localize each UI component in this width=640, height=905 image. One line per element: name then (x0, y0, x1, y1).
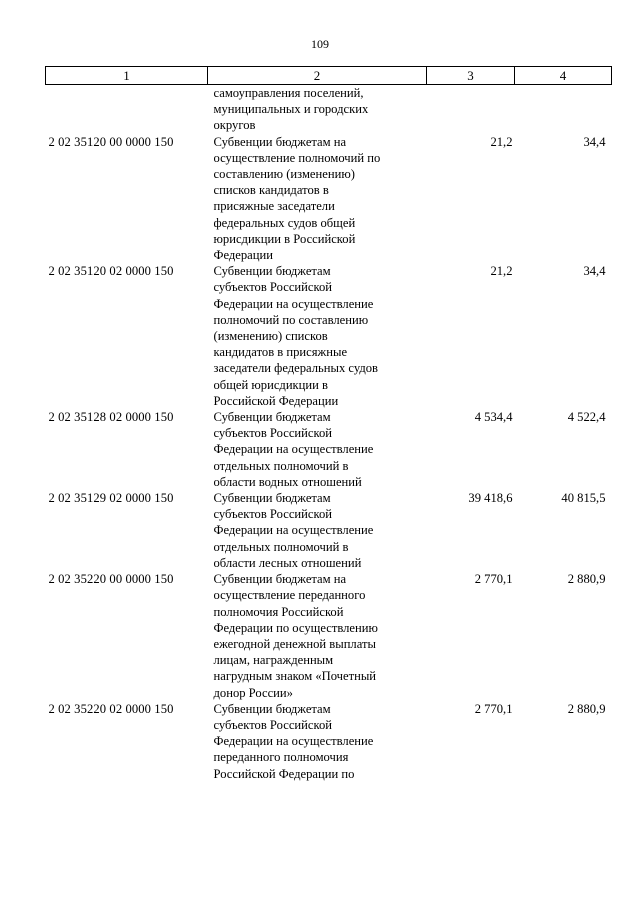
description-line: Субвенции бюджетам на (213, 572, 347, 587)
amount-col-3-cell: 21,2 (490, 264, 513, 279)
amount-col-3-cell: 21,2 (490, 134, 513, 149)
description-line: заседатели федеральных судов (213, 361, 378, 376)
header-col-1: 1 (46, 67, 208, 85)
description-line: полномочия Российской (213, 604, 344, 619)
description-line: переданного полномочия (213, 750, 349, 765)
description-line: Субвенции бюджетам (213, 410, 331, 425)
description-line: кандидатов в присяжные (213, 345, 348, 360)
table-row (46, 134, 612, 264)
description-line: Субвенции бюджетам (213, 701, 331, 716)
description-cell (208, 409, 427, 490)
description-line: субъектов Российской (213, 507, 332, 522)
description-line: юрисдикции в Российской (213, 231, 356, 246)
table-row (46, 263, 612, 409)
amount-col-3-cell: 4 534,4 (474, 410, 513, 425)
table-row (46, 571, 612, 701)
description-line: составлению (изменению) (213, 167, 355, 182)
table-body (46, 85, 612, 782)
table-row (46, 85, 612, 134)
description-line: осуществление переданного (213, 588, 366, 603)
description-line: Федерации на осуществление (213, 734, 374, 749)
description-line: субъектов Российской (213, 426, 332, 441)
description-line: отдельных полномочий в (213, 458, 349, 473)
description-cell (208, 701, 427, 782)
description-line: ежегодной денежной выплаты (213, 636, 376, 651)
budget-code-cell: 2 02 35120 00 0000 150 (48, 134, 174, 149)
description-line: Федерации по осуществлению (213, 620, 378, 635)
budget-code-cell: 2 02 35129 02 0000 150 (48, 491, 174, 506)
description-line: округов (213, 118, 256, 133)
amount-col-4-cell: 2 880,9 (567, 572, 606, 587)
amount-col-3-cell: 39 418,6 (468, 491, 513, 506)
description-line: Российской Федерации (213, 393, 339, 408)
amount-col-4-cell: 4 522,4 (567, 410, 606, 425)
description-line: Федерации на осуществление (213, 442, 374, 457)
description-cell (208, 490, 427, 571)
table-row (46, 490, 612, 571)
amount-col-4-cell: 34,4 (583, 264, 606, 279)
description-line: федеральных судов общей (213, 215, 356, 230)
description-line: Российской Федерации по (213, 766, 355, 781)
description-line: Субвенции бюджетам на (213, 134, 347, 149)
header-col-2: 2 (208, 67, 427, 85)
description-line: области лесных отношений (213, 555, 362, 570)
description-line: лицам, награжденным (213, 653, 334, 668)
table-row (46, 701, 612, 782)
header-col-3: 3 (427, 67, 515, 85)
description-line: осуществление полномочий по (213, 150, 381, 165)
budget-code-cell: 2 02 35220 02 0000 150 (48, 701, 174, 716)
budget-code-cell (46, 85, 208, 134)
amount-col-4-cell: 34,4 (583, 134, 606, 149)
description-line: самоуправления поселений, (213, 86, 364, 100)
budget-code-cell: 2 02 35128 02 0000 150 (48, 410, 174, 425)
description-line: Субвенции бюджетам (213, 491, 331, 506)
description-line: общей юрисдикции в (213, 377, 328, 392)
description-line: Федерации (213, 248, 273, 263)
description-line: (изменению) списков (213, 329, 328, 344)
description-line: Федерации на осуществление (213, 523, 374, 538)
header-row (46, 67, 612, 85)
page-number: 109 (311, 37, 329, 51)
description-line: присяжные заседатели (213, 199, 335, 214)
description-line: Субвенции бюджетам (213, 264, 331, 279)
description-line: муниципальных и городских (213, 102, 369, 117)
amount-col-3-cell (427, 85, 515, 134)
description-line: Федерации на осуществление (213, 296, 374, 311)
description-line: списков кандидатов в (213, 183, 329, 198)
description-line: отдельных полномочий в (213, 539, 349, 554)
header-col-4: 4 (515, 67, 612, 85)
description-line: субъектов Российской (213, 280, 332, 295)
description-line: субъектов Российской (213, 717, 332, 732)
description-line: нагрудным знаком «Почетный (213, 669, 377, 684)
description-line: полномочий по составлению (213, 312, 369, 327)
description-line: донор России» (213, 685, 293, 700)
budget-code-cell: 2 02 35220 00 0000 150 (48, 572, 174, 587)
description-cell (208, 85, 427, 134)
amount-col-4-cell (515, 85, 612, 134)
table-header (46, 67, 612, 85)
description-cell (208, 263, 427, 409)
amount-col-4-cell: 40 815,5 (561, 491, 606, 506)
description-line: области водных отношений (213, 474, 362, 489)
description-cell (208, 134, 427, 264)
budget-code-cell: 2 02 35120 02 0000 150 (48, 264, 174, 279)
table-row (46, 409, 612, 490)
description-cell (208, 571, 427, 701)
amount-col-3-cell: 2 770,1 (474, 572, 513, 587)
budget-table (45, 66, 612, 782)
amount-col-4-cell: 2 880,9 (567, 701, 606, 716)
amount-col-3-cell: 2 770,1 (474, 701, 513, 716)
